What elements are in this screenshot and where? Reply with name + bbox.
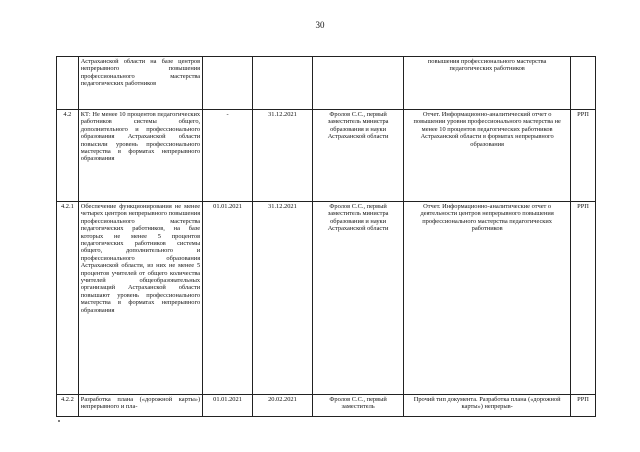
row-responsible: Фролов С.С., первый заместитель министра образования и науки Астраханской области <box>313 202 404 395</box>
plan-table <box>56 56 596 417</box>
row-end-date: 31.12.2021 <box>252 110 312 202</box>
table-row <box>57 110 596 202</box>
row-start-date: 01.01.2021 <box>203 395 253 417</box>
row-start-date: - <box>203 110 253 202</box>
row-document: повышения профессионального мастерства педагогических работников <box>404 57 571 110</box>
row-description: КТ: Не менее 10 процентов педагогических работников системы общего, дополнительного и профессионального образования Астраханской области повысили уровень профессионального мастерства в форматах непрерывного образования <box>78 110 202 202</box>
row-description: Разработка плана («дорожной карты») непрерывного и пла- <box>78 395 202 417</box>
row-number: 4.2 <box>57 110 79 202</box>
row-document: Отчет. Информационно-аналитический отчет о повышении уровня профессионального мастерства не менее 10 процентов педагогических работников Астраханской области в форматах непрерывного образования <box>404 110 571 202</box>
row-start-date: 01.01.2021 <box>203 202 253 395</box>
row-level <box>571 57 596 110</box>
row-number: 4.2.1 <box>57 202 79 395</box>
row-start-date <box>203 57 253 110</box>
row-end-date <box>252 57 312 110</box>
table-row <box>57 57 596 110</box>
row-level: РРП <box>571 395 596 417</box>
row-responsible: Фролов С.С., первый заместитель <box>313 395 404 417</box>
table-row <box>57 395 596 417</box>
row-description: Обеспечение функционирования не менее четырех центров непрерывного повышения профессионального мастерства педагогических работников, на базе которых не менее 5 процентов педагогических работников системы общего, дополнительного и профессионального образования Астраханской области, из них не менее 5 процентов учителей от общего количества учителей общеобразовательных организаций Астраханской области повышают уровень профессионального мастерства в форматах непрерывного образования <box>78 202 202 395</box>
row-level: РРП <box>571 202 596 395</box>
row-number: 4.2.2 <box>57 395 79 417</box>
row-responsible: Фролов С.С., первый заместитель министра образования и науки Астраханской области <box>313 110 404 202</box>
row-number <box>57 57 79 110</box>
row-document: Прочий тип документа. Разработка плана («дорожной карты») непрерыв- <box>404 395 571 417</box>
row-responsible <box>313 57 404 110</box>
row-level: РРП <box>571 110 596 202</box>
row-description: Астраханской области на базе центров непрерывного повышения профессионального мастерства педагогических работников <box>78 57 202 110</box>
table-row <box>57 202 596 395</box>
row-document: Отчет. Информационно-аналитические отчет о деятельности центров непрерывного повышения профессионального мастерства педагогических работников <box>404 202 571 395</box>
page-number: 30 <box>315 20 325 30</box>
row-end-date: 20.02.2021 <box>252 395 312 417</box>
row-end-date: 31.12.2021 <box>252 202 312 395</box>
scan-speck <box>58 420 60 422</box>
